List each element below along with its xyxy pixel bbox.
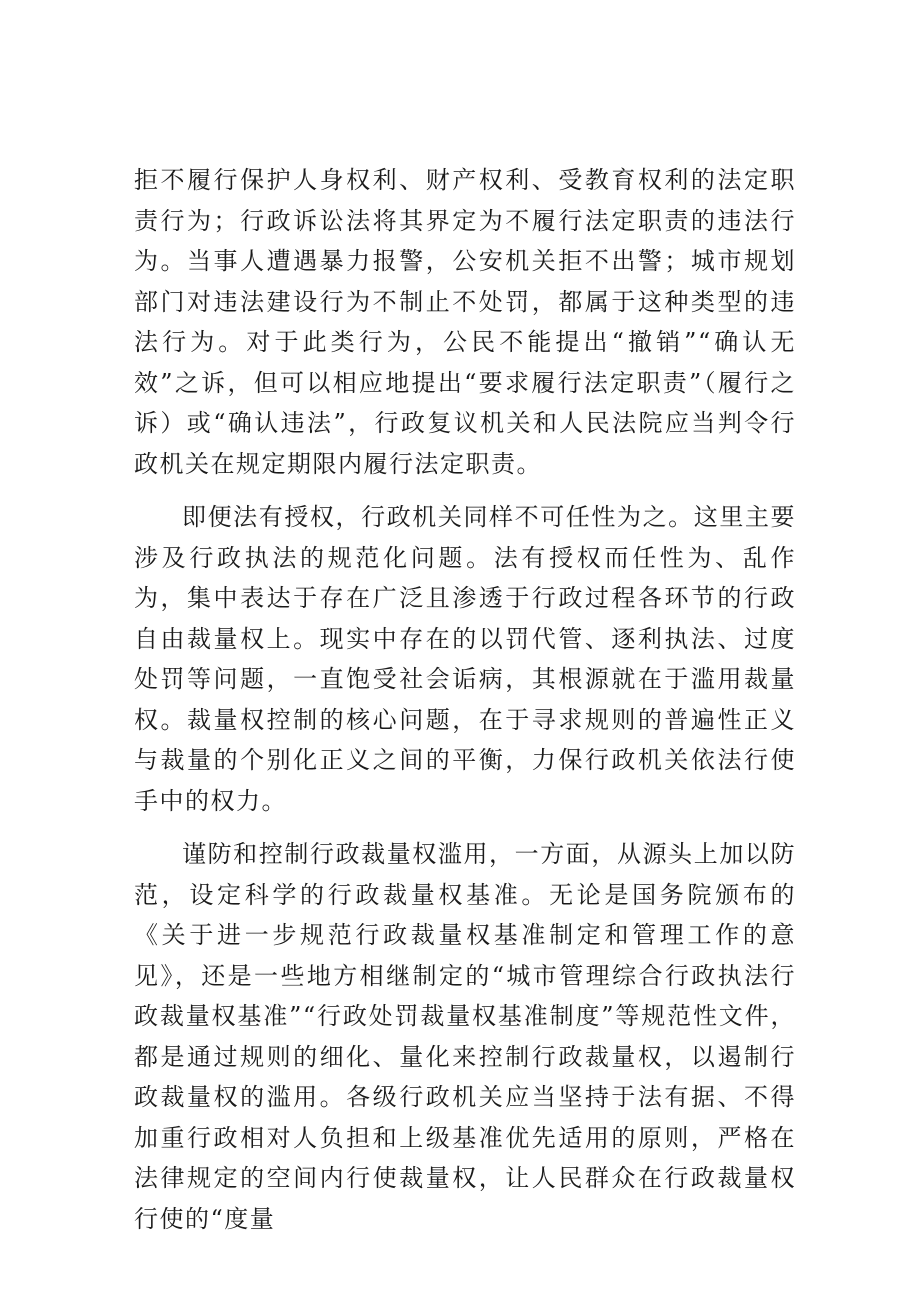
paragraph-3: 谨防和控制行政裁量权滥用，一方面，从源头上加以防范，设定科学的行政裁量权基准。无论是国务院颁布的《关于进一步规范行政裁量权基准制定和管理工作的意见》，还是一些地方相继制定的“城市管理综合行政执法行政裁量权基准”“行政处罚裁量权基准制度”等规范性文件，都是通过规则的细化、量化来控制行政裁量权，以遏制行政裁量权的滥用。各级行政机关应当坚持于法有据、不得加重行政相对人负担和上级基准优先适用的原则，严格在法律规定的空间内行使裁量权，让人民群众在行政裁量权行使的“度量 [134,840,796,1233]
paragraph-2: 即便法有授权，行政机关同样不可任性为之。这里主要涉及行政执法的规范化问题。法有授权而任性为、乱作为，集中表达于存在广泛且渗透于行政过程各环节的行政自由裁量权上。现实中存在的以罚代管、逐利执法、过度处罚等问题，一直饱受社会诟病，其根源就在于滥用裁量权。裁量权控制的核心问题，在于寻求规则的普遍性正义与裁量的个别化正义之间的平衡，力保行政机关依法行使手中的权力。 [134,503,796,815]
document-body [134,160,796,1239]
paragraph-1: 拒不履行保护人身权利、财产权利、受教育权利的法定职责行为；行政诉讼法将其界定为不履行法定职责的违法行为。当事人遭遇暴力报警，公安机关拒不出警；城市规划部门对违法建设行为不制止不处罚，都属于这种类型的违法行为。对于此类行为，公民不能提出“撤销”“确认无效”之诉，但可以相应地提出“要求履行法定职责”（履行之诉）或“确认违法”，行政复议机关和人民法院应当判令行政机关在规定期限内履行法定职责。 [134,166,796,478]
